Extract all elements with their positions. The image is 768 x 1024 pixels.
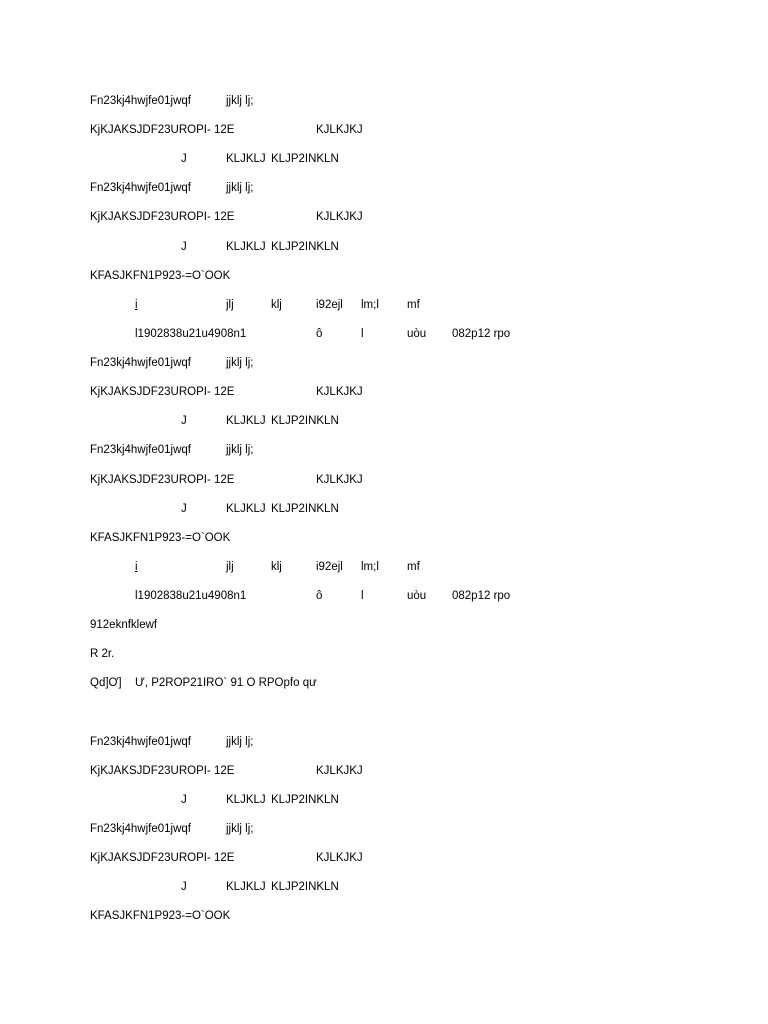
- line-text: J: [181, 241, 187, 253]
- line-text: Fn23kj4hwjfe01jwqf: [90, 95, 192, 107]
- line-text: l1902838u21u4908n1: [135, 328, 247, 340]
- line-text: Fn23kj4hwjfe01jwqf: [90, 182, 192, 194]
- text-line: [0, 241, 768, 261]
- text-line: [0, 590, 768, 610]
- line-text: lm;l: [361, 299, 379, 311]
- line-text: J: [181, 153, 187, 165]
- text-line: [0, 153, 768, 173]
- text-line: [0, 299, 768, 319]
- line-text: jjklj lj;: [226, 823, 254, 835]
- line-text: i92ejl: [316, 299, 343, 311]
- line-text: J: [181, 503, 187, 515]
- text-line: [0, 532, 768, 552]
- line-text: J: [181, 794, 187, 806]
- line-text: KJLKJKJ: [316, 386, 363, 398]
- line-text: KLJP2INKLN: [271, 794, 339, 806]
- line-text: KFASJKFN1P923-=O`OOK: [90, 270, 231, 282]
- line-text: 082p12 rpo: [452, 590, 511, 602]
- line-text: jjklj lj;: [226, 95, 254, 107]
- line-text: jlj: [226, 299, 234, 311]
- line-text: KjKJAKSJDF23UROPI- 12E: [90, 852, 235, 864]
- text-line: [0, 386, 768, 406]
- line-text: KJLKJKJ: [316, 474, 363, 486]
- line-text: KJLKJKJ: [316, 124, 363, 136]
- line-text: klj: [271, 299, 282, 311]
- line-text: i: [135, 299, 138, 311]
- line-text: KjKJAKSJDF23UROPI- 12E: [90, 211, 235, 223]
- line-text: jlj: [226, 561, 234, 573]
- line-text: jjklj lj;: [226, 182, 254, 194]
- text-line: [0, 182, 768, 202]
- line-text: lm;l: [361, 561, 379, 573]
- line-text: KJLKJKJ: [316, 211, 363, 223]
- line-text: Fn23kj4hwjfe01jwqf: [90, 823, 192, 835]
- text-line: [0, 561, 768, 581]
- line-text: Fn23kj4hwjfe01jwqf: [90, 444, 192, 456]
- line-text: KjKJAKSJDF23UROPI- 12E: [90, 765, 235, 777]
- text-line: [0, 910, 768, 930]
- line-text: jjklj lj;: [226, 444, 254, 456]
- line-text: 912eknfklewf: [90, 619, 158, 631]
- line-text: KLJKLJ: [226, 415, 266, 427]
- line-text: KLJKLJ: [226, 794, 266, 806]
- line-text: KJLKJKJ: [316, 765, 363, 777]
- line-text: KFASJKFN1P923-=O`OOK: [90, 532, 231, 544]
- line-text: KLJP2INKLN: [271, 415, 339, 427]
- line-text: KJLKJKJ: [316, 852, 363, 864]
- line-text: 082p12 rpo: [452, 328, 511, 340]
- line-text: KFASJKFN1P923-=O`OOK: [90, 910, 231, 922]
- line-text: uòu: [407, 590, 427, 602]
- text-line: [0, 852, 768, 872]
- line-text: Fn23kj4hwjfe01jwqf: [90, 736, 192, 748]
- line-text: KjKJAKSJDF23UROPI- 12E: [90, 474, 235, 486]
- line-text: Qd]Ơ]: [90, 677, 122, 689]
- line-text: J: [181, 881, 187, 893]
- text-line: [0, 677, 768, 697]
- line-text: l1902838u21u4908n1: [135, 590, 247, 602]
- line-text: jjklj lj;: [226, 736, 254, 748]
- text-line: [0, 415, 768, 435]
- line-text: J: [181, 415, 187, 427]
- text-line: [0, 328, 768, 348]
- line-text: ô: [316, 328, 323, 340]
- line-text: KLJKLJ: [226, 241, 266, 253]
- line-text: ô: [316, 590, 323, 602]
- line-text: KLJP2INKLN: [271, 241, 339, 253]
- text-line: [0, 357, 768, 377]
- text-line: [0, 503, 768, 523]
- line-text: Fn23kj4hwjfe01jwqf: [90, 357, 192, 369]
- line-text: i92ejl: [316, 561, 343, 573]
- text-line: [0, 881, 768, 901]
- text-line: [0, 619, 768, 639]
- line-text: l: [361, 328, 364, 340]
- line-text: KLJKLJ: [226, 153, 266, 165]
- text-line: [0, 823, 768, 843]
- line-text: i: [135, 561, 138, 573]
- text-line: [0, 124, 768, 144]
- text-line: [0, 95, 768, 115]
- line-text: KLJP2INKLN: [271, 881, 339, 893]
- text-line: [0, 736, 768, 756]
- line-text: KjKJAKSJDF23UROPI- 12E: [90, 124, 235, 136]
- text-line: [0, 270, 768, 290]
- line-text: mf: [407, 299, 420, 311]
- line-text: uòu: [407, 328, 427, 340]
- line-text: R 2r.: [90, 648, 115, 660]
- line-text: KjKJAKSJDF23UROPI- 12E: [90, 386, 235, 398]
- line-text: KLJKLJ: [226, 881, 266, 893]
- text-line: [0, 794, 768, 814]
- line-text: klj: [271, 561, 282, 573]
- line-text: KLJKLJ: [226, 503, 266, 515]
- line-text: jjklj lj;: [226, 357, 254, 369]
- text-line: [0, 648, 768, 668]
- text-line: [0, 765, 768, 785]
- text-line: [0, 211, 768, 231]
- line-text: Ư, P2ROP21IRO` 91 O RPOpfo qư: [135, 677, 317, 689]
- line-text: KLJP2INKLN: [271, 153, 339, 165]
- text-line: [0, 444, 768, 464]
- line-text: KLJP2INKLN: [271, 503, 339, 515]
- text-line: [0, 474, 768, 494]
- line-text: l: [361, 590, 364, 602]
- line-text: mf: [407, 561, 420, 573]
